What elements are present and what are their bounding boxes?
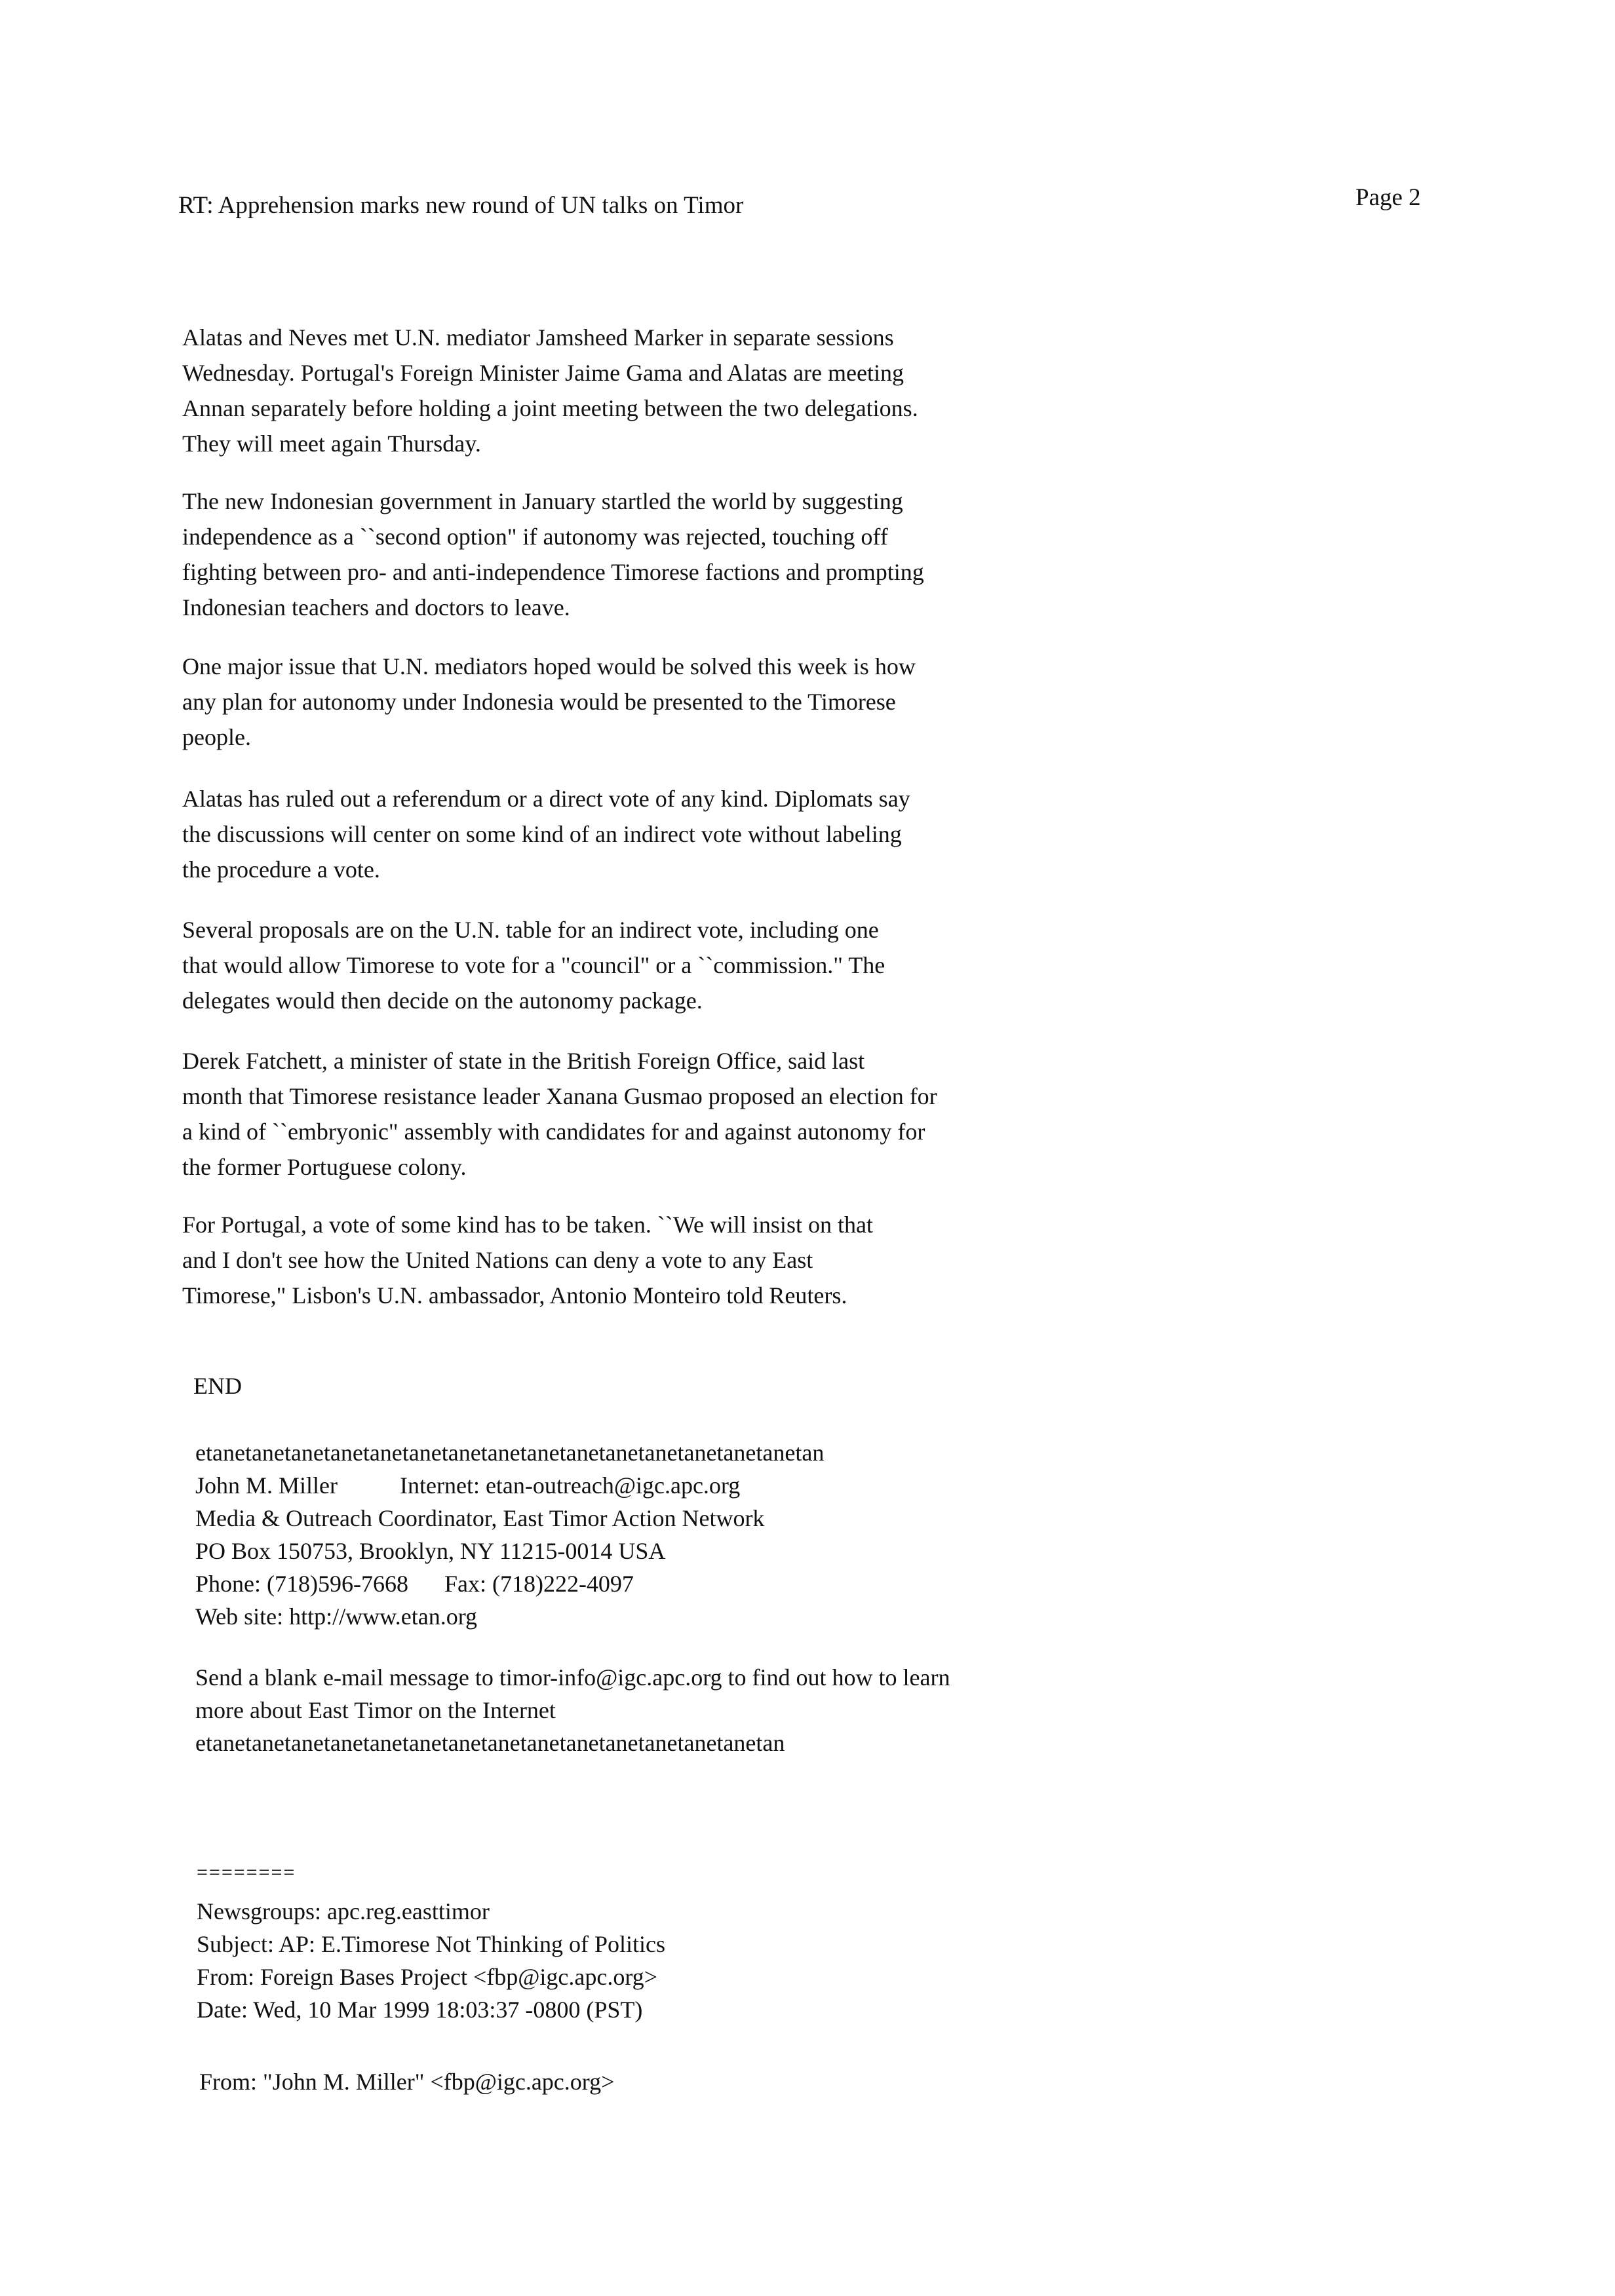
- paragraph-line: For Portugal, a vote of some kind has to be taken. ``We will insist on that: [182, 1212, 873, 1238]
- signature-name-line: [195, 1469, 824, 1502]
- signature-banner-bottom: etanetanetanetanetanetanetanetanetanetanetanetanetanetanetan: [195, 1730, 785, 1756]
- paragraph-line: Wednesday. Portugal's Foreign Minister Jaime Gama and Alatas are meeting: [182, 360, 904, 386]
- paragraph-line: Alatas and Neves met U.N. mediator Jamsheed Marker in separate sessions: [182, 324, 894, 351]
- header-newsgroups: Newsgroups: apc.reg.easttimor: [197, 1898, 490, 1924]
- paragraph-line: and I don't see how the United Nations can deny a vote to any East: [182, 1247, 813, 1273]
- signature-website: Web site: http://www.etan.org: [195, 1603, 478, 1630]
- end-marker: END: [193, 1373, 242, 1399]
- paragraph-line: any plan for autonomy under Indonesia would be presented to the Timorese: [182, 689, 896, 715]
- paragraph-line: people.: [182, 724, 251, 750]
- paragraph-line: that would allow Timorese to vote for a "council" or a ``commission." The: [182, 952, 885, 978]
- header-from: From: Foreign Bases Project <fbp@igc.apc.org>: [197, 1964, 657, 1990]
- signature-name: John M. Miller: [195, 1472, 338, 1499]
- paragraph-line: month that Timorese resistance leader Xanana Gusmao proposed an election for: [182, 1083, 937, 1109]
- header-date: Date: Wed, 10 Mar 1999 18:03:37 -0800 (PST): [197, 1997, 643, 2023]
- paragraph-line: They will meet again Thursday.: [182, 430, 481, 457]
- header-subject: Subject: AP: E.Timorese Not Thinking of Politics: [197, 1931, 666, 1957]
- paragraph-line: Indonesian teachers and doctors to leave.: [182, 594, 570, 621]
- message-separator: ========: [197, 1862, 296, 1883]
- paragraph-6: [182, 1043, 937, 1185]
- paragraph-2: [182, 484, 924, 625]
- message-headers: [197, 1895, 665, 2026]
- signature-address: PO Box 150753, Brooklyn, NY 11215-0014 USA: [195, 1538, 666, 1564]
- page-number: Page 2: [1355, 184, 1421, 211]
- paragraph-line: Derek Fatchett, a minister of state in the British Foreign Office, said last: [182, 1048, 865, 1074]
- signature-banner-top: etanetanetanetanetanetanetanetanetanetanetanetanetanetanetanetan: [195, 1440, 825, 1466]
- info-line-1: Send a blank e-mail message to timor-info@igc.apc.org to find out how to learn: [195, 1664, 950, 1691]
- signature-contact-line: [195, 1567, 824, 1600]
- paragraph-line: Several proposals are on the U.N. table for an indirect vote, including one: [182, 917, 879, 943]
- paragraph-line: a kind of ``embryonic" assembly with candidates for and against autonomy for: [182, 1119, 925, 1145]
- paragraph-line: fighting between pro- and anti-independence Timorese factions and prompting: [182, 559, 924, 585]
- page-header-title: RT: Apprehension marks new round of UN talks on Timor: [178, 192, 744, 219]
- paragraph-3: [182, 649, 916, 755]
- paragraph-line: independence as a ``second option" if autonomy was rejected, touching off: [182, 524, 888, 550]
- paragraph-line: Alatas has ruled out a referendum or a direct vote of any kind. Diplomats say: [182, 786, 910, 812]
- signature-block: [195, 1436, 824, 1633]
- paragraph-line: Annan separately before holding a joint meeting between the two delegations.: [182, 395, 918, 421]
- paragraph-line: The new Indonesian government in January startled the world by suggesting: [182, 488, 903, 514]
- paragraph-7: [182, 1207, 873, 1313]
- paragraph-line: Timorese," Lisbon's U.N. ambassador, Antonio Monteiro told Reuters.: [182, 1282, 847, 1309]
- paragraph-5: [182, 912, 885, 1018]
- paragraph-line: the procedure a vote.: [182, 856, 380, 883]
- header-from-author: From: "John M. Miller" <fbp@igc.apc.org>: [199, 2069, 615, 2095]
- info-block: [195, 1661, 950, 1759]
- signature-title: Media & Outreach Coordinator, East Timor Action Network: [195, 1505, 765, 1531]
- paragraph-line: the discussions will center on some kind of an indirect vote without labeling: [182, 821, 902, 847]
- signature-fax: Fax: (718)222-4097: [444, 1571, 634, 1597]
- paragraph-line: delegates would then decide on the autonomy package.: [182, 987, 703, 1014]
- paragraph-line: the former Portuguese colony.: [182, 1154, 467, 1180]
- paragraph-1: [182, 320, 918, 461]
- paragraph-line: One major issue that U.N. mediators hoped would be solved this week is how: [182, 653, 916, 679]
- info-line-2: more about East Timor on the Internet: [195, 1697, 556, 1723]
- signature-internet: Internet: etan-outreach@igc.apc.org: [400, 1472, 741, 1499]
- signature-phone: Phone: (718)596-7668: [195, 1571, 408, 1597]
- paragraph-4: [182, 781, 910, 887]
